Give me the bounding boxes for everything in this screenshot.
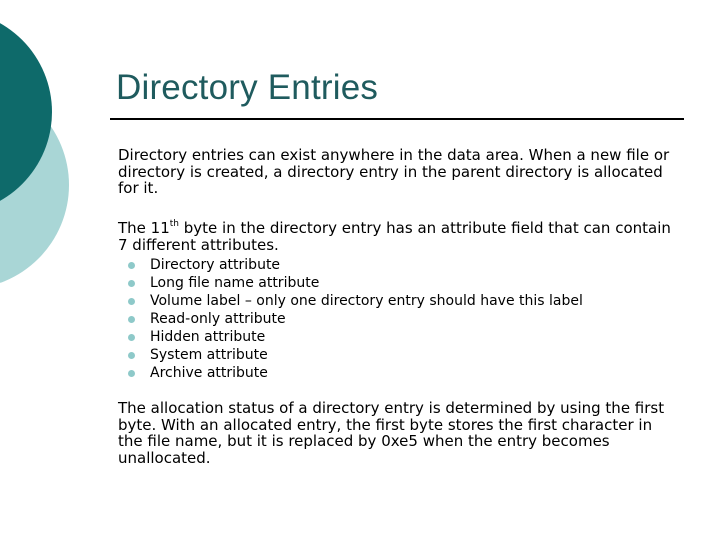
bullet-icon (128, 352, 135, 359)
attribute-label: Read-only attribute (150, 311, 286, 327)
paragraph-attribute-text-start: The 11 (118, 219, 170, 237)
paragraph-attribute-field (118, 220, 678, 253)
attribute-label: Directory attribute (150, 257, 281, 273)
attribute-label: Archive attribute (150, 365, 268, 381)
list-item (128, 310, 583, 328)
bullet-icon (128, 316, 135, 323)
attribute-list (128, 256, 583, 382)
bullet-icon (128, 334, 135, 341)
list-item (128, 346, 583, 364)
title-underline (110, 118, 684, 120)
list-item (128, 364, 583, 382)
slide-title: Directory Entries (116, 68, 379, 107)
list-item (128, 256, 583, 274)
bullet-icon (128, 262, 135, 269)
paragraph-attribute-text-end: byte in the directory entry has an attribute field that can contain 7 different attributes. (118, 219, 671, 254)
paragraph-directory-entries: Directory entries can exist anywhere in the data area. When a new file or directory is created, a directory entry in the parent directory is allocated for it. (118, 146, 670, 197)
bullet-icon (128, 370, 135, 377)
decorative-circles (0, 0, 80, 300)
attribute-label: Hidden attribute (150, 329, 266, 345)
paragraph-allocation-status: The allocation status of a directory entry is determined by using the first byte. With an allocated entry, the first byte stores the first character in the file name, but it is replaced by 0xe5 when the entry becomes unallocated. (118, 399, 665, 467)
list-item (128, 292, 583, 310)
attribute-label: System attribute (150, 347, 268, 363)
attribute-label: Volume label – only one directory entry should have this label (150, 293, 583, 309)
list-item (128, 328, 583, 346)
bullet-icon (128, 280, 135, 287)
list-item (128, 274, 583, 292)
attribute-label: Long file name attribute (150, 275, 320, 291)
ordinal-superscript: th (169, 219, 179, 229)
bullet-icon (128, 298, 135, 305)
